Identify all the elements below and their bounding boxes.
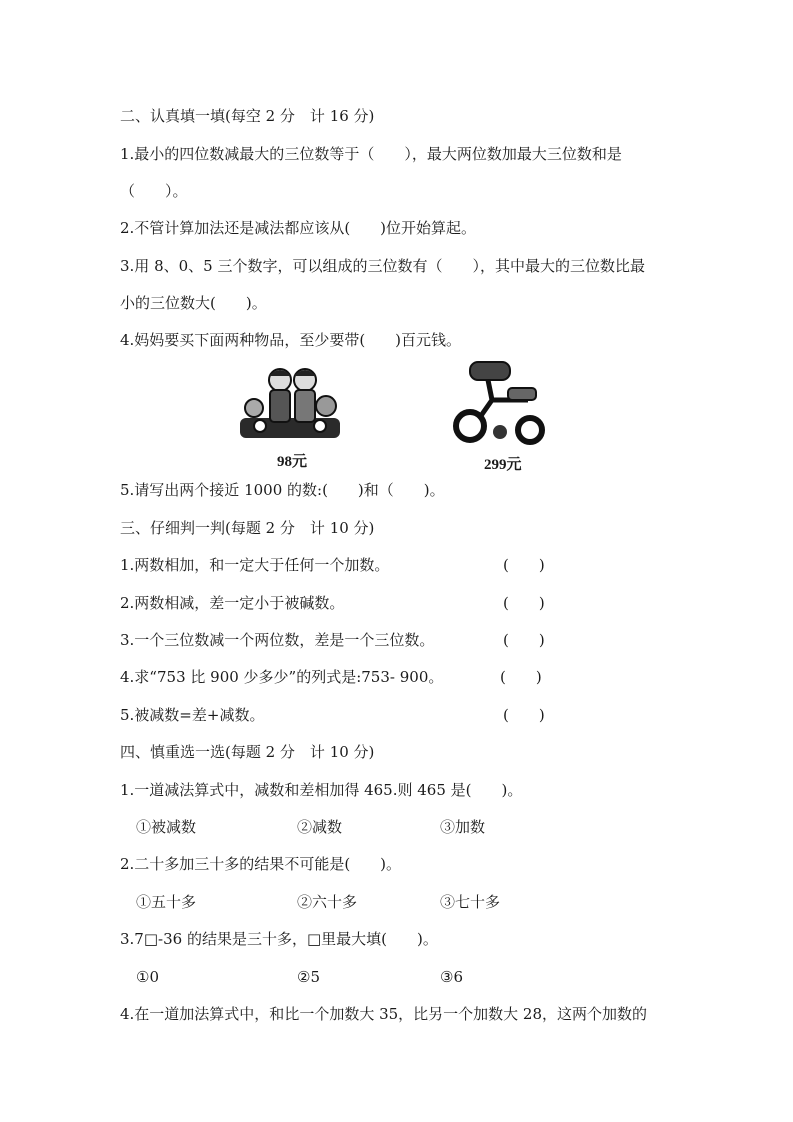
judge-item-3-answer: ( ) (503, 631, 545, 649)
question-2-4: 4.妈妈要买下面两种物品，至少要带( )百元钱。 (120, 331, 462, 349)
choice-2-option-a: ①五十多 (136, 893, 197, 911)
choice-1-option-b: ②减数 (297, 818, 343, 836)
choice-question-4: 4.在一道加法算式中，和比一个加数大 35，比另一个加数大 28，这两个加数的 (120, 1005, 648, 1023)
judge-item-5-text: 5.被减数=差+减数。 (120, 706, 265, 724)
choice-3-option-a: ①0 (136, 968, 159, 986)
choice-2-option-c: ③七十多 (440, 893, 501, 911)
question-2-3-line2: 小的三位数大( )。 (120, 294, 267, 312)
judge-item-2-text: 2.两数相减，差一定小于被碱数。 (120, 594, 345, 612)
question-2-2: 2.不管计算加法还是减法都应该从( )位开始算起。 (120, 219, 477, 237)
section-4-heading: 四、慎重选一选(每题 2 分 计 10 分) (120, 743, 375, 761)
choice-2-option-b: ②六十多 (297, 893, 358, 911)
judge-item-5-answer: ( ) (503, 706, 545, 724)
question-2-1-line1: 1.最小的四位数减最大的三位数等于（ ），最大两位数加最大三位数和是 (120, 145, 622, 163)
dolls-image (240, 362, 340, 442)
item-1-price: 98元 (277, 454, 308, 470)
judge-item-3-text: 3.一个三位数减一个两位数，差是一个三位数。 (120, 631, 435, 649)
choice-question-3: 3.7□-36 的结果是三十多，□里最大填( )。 (120, 930, 438, 948)
choice-1-option-a: ①被减数 (136, 818, 197, 836)
item-2-price: 299元 (484, 457, 522, 473)
judge-item-4-text: 4.求“753 比 900 少多少”的列式是:753- 900。 (120, 668, 444, 686)
choice-question-1: 1.一道减法算式中，减数和差相加得 465.则 465 是( )。 (120, 781, 523, 799)
question-2-1-line2: （ ）。 (120, 182, 188, 200)
choice-1-option-c: ③加数 (440, 818, 486, 836)
judge-item-4-answer: ( ) (500, 668, 542, 686)
question-2-5: 5.请写出两个接近 1000 的数:( )和（ )。 (120, 481, 445, 499)
choice-3-option-c: ③6 (440, 968, 463, 986)
judge-item-1-text: 1.两数相加，和一定大于任何一个加数。 (120, 556, 390, 574)
judge-item-1-answer: ( ) (503, 556, 545, 574)
section-2-heading: 二、认真填一填(每空 2 分 计 16 分) (120, 107, 375, 125)
choice-question-2: 2.二十多加三十多的结果不可能是( )。 (120, 855, 402, 873)
choice-3-option-b: ②5 (297, 968, 320, 986)
judge-item-2-answer: ( ) (503, 594, 545, 612)
question-2-3-line1: 3.用 8、0、5 三个数字，可以组成的三位数有（ ），其中最大的三位数比最 (120, 257, 645, 275)
section-3-heading: 三、仔细判一判(每题 2 分 计 10 分) (120, 519, 375, 537)
tricycle-image (448, 360, 548, 450)
